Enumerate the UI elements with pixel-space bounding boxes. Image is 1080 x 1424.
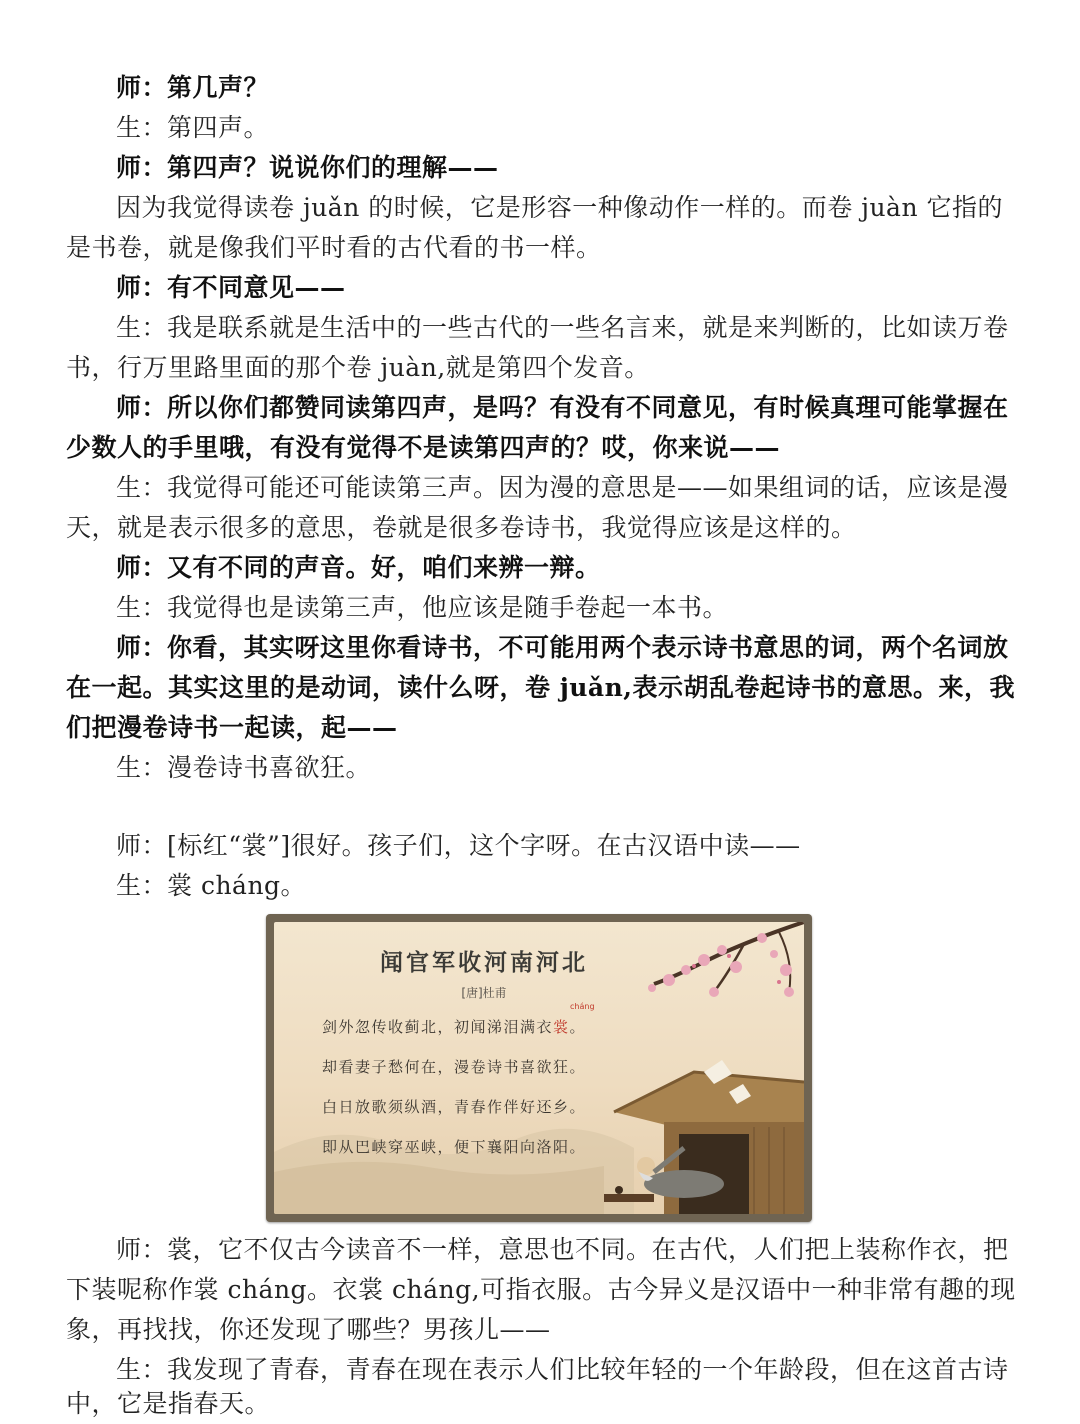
poem-pinyin: cháng: [570, 1002, 595, 1011]
teacher-line: 师：有不同意见——: [116, 273, 346, 302]
teacher-line-cont: 下装呢称作裳 cháng。衣裳 cháng,可指衣服。古今异义是汉语中一种非常有趣的现: [66, 1275, 1016, 1304]
student-line: 生：第四声。: [116, 113, 270, 142]
teacher-line: 师：又有不同的声音。好，咱们来辨一辩。: [116, 553, 601, 582]
student-line-cont: 书，行万里路里面的那个卷 juàn,就是第四个发音。: [66, 353, 650, 382]
poem-title: 闻官军收河南河北: [380, 949, 588, 976]
student-line: 生：我觉得也是读第三声，他应该是随手卷起一本书。: [116, 593, 729, 622]
teacher-line: 师：第几声？: [116, 73, 270, 102]
poem-line-3: 白日放歌须纵酒，青春作伴好还乡。: [322, 1098, 587, 1116]
student-line: 生：裳 cháng。: [116, 871, 307, 900]
teacher-line-cont: 在一起。其实这里的是动词，读什么呀，卷 juǎn,表示胡乱卷起诗书的意思。来，我: [66, 673, 1016, 702]
teacher-line: 师：你看，其实呀这里你看诗书，不可能用两个表示诗书意思的词，两个名词放: [116, 633, 1009, 662]
teacher-line: 师：第四声？说说你们的理解——: [116, 153, 499, 182]
teacher-line: 师：裳，它不仅古今读音不一样，意思也不同。在古代，人们把上装称作衣，把: [116, 1235, 1009, 1264]
student-line: 因为我觉得读卷 juǎn 的时候，它是形容一种像动作一样的。而卷 juàn 它指的: [116, 193, 1004, 222]
poem-slide-image: [266, 914, 812, 1222]
poem-line-1: 剑外忽传收蓟北，初闻涕泪满衣裳。: [322, 1018, 587, 1036]
student-line-cont: 天，就是表示很多的意思，卷就是很多卷诗书，我觉得应该是这样的。: [66, 513, 857, 542]
teacher-line-cont: 们把漫卷诗书一起读，起——: [66, 713, 398, 742]
teacher-line-cont: 象，再找找，你还发现了哪些？男孩儿——: [66, 1315, 551, 1344]
student-line-cont: 是书卷，就是像我们平时看的古代看的书一样。: [66, 233, 602, 262]
poem-line-4: 即从巴峡穿巫峡，便下襄阳向洛阳。: [322, 1138, 587, 1156]
teacher-line: 师：所以你们都赞同读第四声，是吗？有没有不同意见，有时候真理可能掌握在: [116, 393, 1009, 422]
highlighted-character: 裳: [553, 1018, 570, 1036]
student-line: 生：我是联系就是生活中的一些古代的一些名言来，就是来判断的，比如读万卷: [116, 313, 1009, 342]
student-line-cont: 中，它是指春天。: [66, 1389, 271, 1418]
teacher-line: 师：[标红“裳”]很好。孩子们，这个字呀。在古汉语中读——: [116, 831, 801, 860]
teacher-line-cont: 少数人的手里哦，有没有觉得不是读第四声的？哎，你来说——: [66, 433, 781, 462]
poem-line-2: 却看妻子愁何在，漫卷诗书喜欲狂。: [322, 1058, 587, 1076]
student-line: 生：漫卷诗书喜欲狂。: [116, 753, 372, 782]
poem-author: [唐]杜甫: [461, 986, 507, 1000]
student-line: 生：我觉得可能还可能读第三声。因为漫的意思是——如果组词的话，应该是漫: [116, 473, 1009, 502]
student-line: 生：我发现了青春，青春在现在表示人们比较年轻的一个年龄段，但在这首古诗: [116, 1355, 1009, 1384]
